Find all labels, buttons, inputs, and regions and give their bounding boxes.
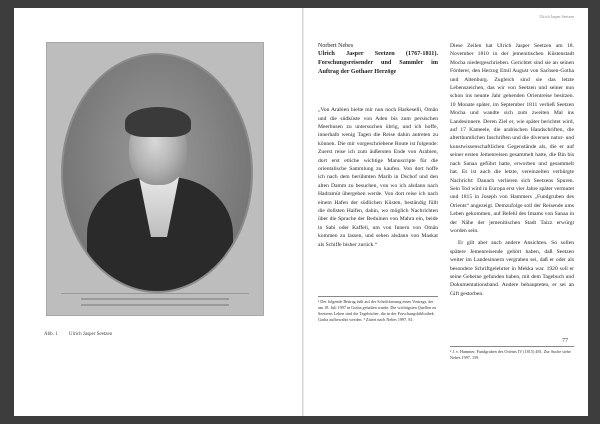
body-paragraph-2: Er gilt aber auch andere Ansichten. So sollen spätere Jemenreisende gehört haben, daß Seetzen weiter im Landesinnern vergraben sei, daß er oder als besondere Schriftgelehrter in Mekka war. 1920 soll er seine Gebeine gefunden haben, mit dem Tagebuch und Dokumentationsband. Andere behaupteten, er sei an Gift gestorben.: [450, 240, 574, 297]
left-page: [14, 8, 302, 416]
caption-text: Ulrich Jasper Seetzen: [68, 332, 113, 337]
body-paragraph: Diese Zeilen hat Ulrich Jasper Seetzen am 18. November 1810 in der jemenitischen Küstenstadt Mocha niedergeschrieben. Gerichtet sind sie an seinen Förderer, den Herzog Emil August von Sachsen-Gotha und Altenburg. Zugleich sind sie das letzte Lebenszeichen, das wir von Seetzen und seiner nun schon ins neunte Jahr gehenden Orientreise besitzen. 10 Monate später, im September 1811 verließ Seetzen Mocha und wandte sich zum zweiten Mal ins Landesinnere. Deren Ziel er, wie später berichtet wird, auf 17 Kameele, die arabischen Handschriften, die alterthumlichen Inschriften und die diversen natur- und kunstwissenschaftlichen Gegenstände als, die er auf seiner ersten Jemenreisen gesammelt hatte, die Bin bis nach Sanaa geführt hatte, erworben und gesammelt hat. Es ist auch die letzte, vereinzelten verbürgte Nachricht: Danach verlieren sich Seetzens Spuren. Sein Tod wird in Europa erst vier Jahre später vermutet und 1815 in Joseph von Hammers „Fundgruben des Orients“ angezeigt. Demzufolge soll der Reisende ums Leben gekommen, auf Befehl des Imams von Sanaa in der Nähe der jemenitischen Stadt Taizz erwürgt worden sein.: [450, 43, 574, 234]
book-spread: [14, 8, 588, 416]
footnotes-right: ³ J. v. Hammer, Fundgruben des Orients IV (1815) 481. Zur Suche siehe Nebes 1997, 159.: [450, 346, 574, 361]
portrait-oval: [61, 53, 253, 293]
running-header: Ulrich Jasper Seetzen: [539, 14, 574, 19]
text-column-right: [450, 42, 574, 298]
figure-caption: [44, 332, 122, 337]
article-title: Ulrich Jasper Seetzen (1767-1811). Forschungsreisender und Sammler im Auftrag der Gothaer Herzöge: [318, 50, 438, 75]
right-page: [304, 8, 588, 416]
portrait-plaque: [61, 293, 249, 312]
caption-label: Abb. 1: [44, 332, 58, 337]
author-name: Norbert Nebes: [318, 43, 354, 49]
portrait-image: [46, 42, 264, 316]
page-number: 77: [562, 338, 568, 344]
footnotes-left: ¹ Der folgende Beitrag fußt auf der Schriftfassung eines Vortrags, der am 18. Juli 1997 in Gotha gehalten wurde. Die wichtigsten Quellen zu Seetzens Leben sind die Tagebücher, die in der Forschungsbibliothek Gotha aufbewahrt werden. ² Zitiert nach Nebes 1997, 81.: [318, 296, 438, 323]
portrait-hair: [125, 107, 191, 137]
quote-paragraph: „Von Arabien hielte mir nun noch Harkeselli, Omân und die südküste von Aden bis zum persischen Meerbusen zu untersuchen übrig, und ich hoffe, innerhalb wenig Tagen die Reise dahin antreten zu können. Die mir vorgeschriebene Route ist folgende: Zuerst reise ich zum äußersten Ende von Arabien, dort erst etliche wichtige Manuscripte für die orientalische Sammlung zu kaufen. Von dort hoffe ich nach dem berühmten Marib in Dschof und den alten Damm zu besuchen, von wo ich alsdann nach Hadramût übergehen werde. Von dort reise ich nach einem Hafen der südlichen Küsten, beständig füllt die dollsten Haifen, dahin, wo möglich Nachrichten über die Sprache der Beduinen von Mahra ein, beide in Sabi oder Kaffeli, um von Innern von Omân kommen zu lassen, und sehen alsdann von Maskat als Schiffe bisher zurück.“: [318, 107, 438, 248]
text-column-left: [318, 42, 438, 249]
